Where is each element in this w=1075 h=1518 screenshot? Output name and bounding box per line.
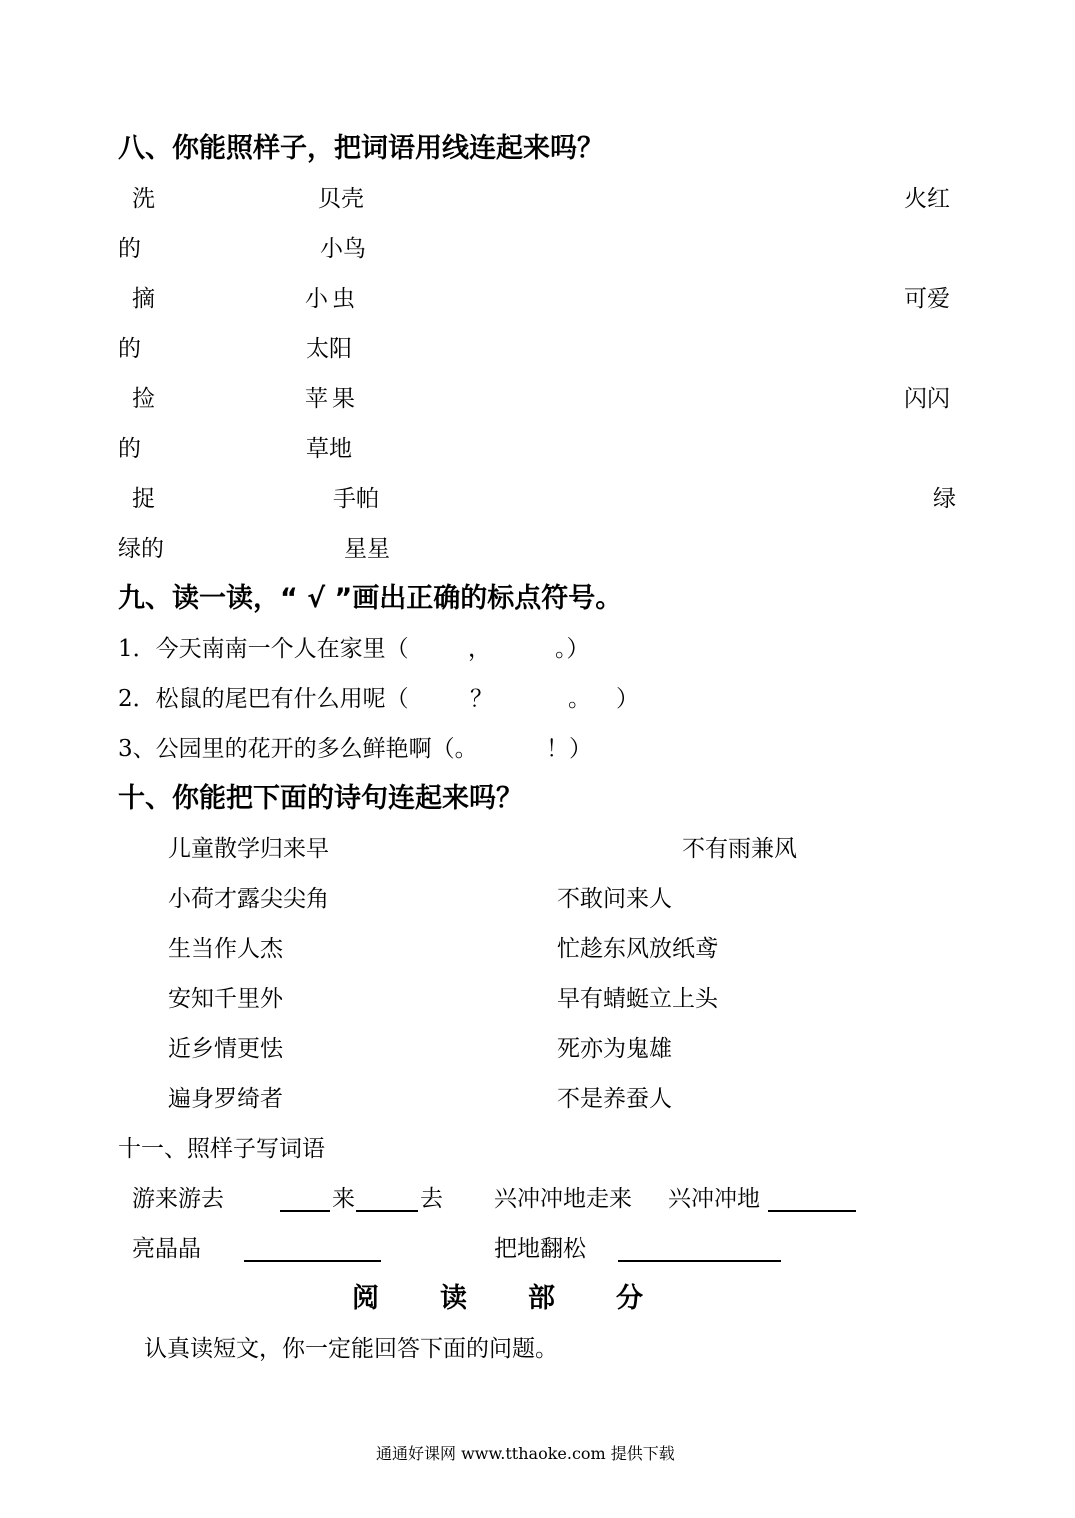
question-2-option-period: 。 bbox=[568, 686, 591, 712]
word-mid-7: 手帕 bbox=[333, 486, 379, 512]
blank-5[interactable] bbox=[618, 1260, 781, 1262]
word-left-3: 摘 bbox=[132, 286, 155, 312]
poem-right-4: 早有蜻蜓立上头 bbox=[557, 986, 718, 1012]
question-2: 2．松鼠的尾巴有什么用呢（ bbox=[118, 686, 409, 712]
poem-left-6: 遍身罗绮者 bbox=[168, 1086, 283, 1112]
word-right-5: 闪闪 bbox=[904, 386, 950, 412]
page-footer: 通通好课网 www.tthaoke.com 提供下载 bbox=[376, 1444, 675, 1463]
word-mid-4: 太阳 bbox=[306, 336, 352, 362]
section-11-title: 十一、照样子写词语 bbox=[118, 1136, 325, 1162]
question-3-option-exclaim: ！） bbox=[546, 736, 592, 762]
word-right-7: 绿 bbox=[933, 486, 956, 512]
reading-title-char-4: 分 bbox=[616, 1283, 643, 1314]
section-10-title: 十、你能把下面的诗句连起来吗？ bbox=[118, 783, 523, 814]
question-1: 1．今天南南一个人在家里（ bbox=[118, 636, 409, 662]
blank-2[interactable] bbox=[356, 1210, 418, 1212]
reading-intro: 认真读短文，你一定能回答下面的问题。 bbox=[144, 1336, 558, 1362]
blank-3[interactable] bbox=[768, 1210, 856, 1212]
word-left-2: 的 bbox=[118, 236, 141, 262]
word-right-3: 可爱 bbox=[904, 286, 950, 312]
poem-right-2: 不敢问来人 bbox=[557, 886, 672, 912]
example-1-qu: 去 bbox=[420, 1186, 443, 1212]
example-4: 把地翻松 bbox=[494, 1236, 586, 1262]
question-1-option-period: 。） bbox=[555, 636, 590, 662]
word-mid-2: 小鸟 bbox=[320, 236, 366, 262]
poem-right-3: 忙趁东风放纸鸢 bbox=[557, 936, 718, 962]
word-left-1: 洗 bbox=[132, 186, 155, 212]
word-mid-3: 小虫 bbox=[305, 286, 359, 312]
word-mid-6: 草地 bbox=[306, 436, 352, 462]
example-1-lai: 来 bbox=[332, 1186, 355, 1212]
poem-right-6: 不是养蚕人 bbox=[557, 1086, 672, 1112]
word-left-4: 的 bbox=[118, 336, 141, 362]
reading-title-char-3: 部 bbox=[528, 1283, 555, 1314]
word-mid-1: 贝壳 bbox=[318, 186, 364, 212]
blank-4[interactable] bbox=[244, 1260, 381, 1262]
poem-left-5: 近乡情更怯 bbox=[168, 1036, 283, 1062]
poem-left-1: 儿童散学归来早 bbox=[168, 836, 329, 862]
example-2: 兴冲冲地走来 bbox=[494, 1186, 632, 1212]
blank-1[interactable] bbox=[280, 1210, 330, 1212]
example-1: 游来游去 bbox=[132, 1186, 224, 1212]
section-8-title: 八、你能照样子，把词语用线连起来吗？ bbox=[118, 133, 604, 164]
word-left-5: 捡 bbox=[132, 386, 155, 412]
reading-title-char-2: 读 bbox=[440, 1283, 467, 1314]
poem-right-1: 不有雨兼风 bbox=[682, 836, 797, 862]
poem-left-3: 生当作人杰 bbox=[168, 936, 283, 962]
word-left-7: 捉 bbox=[132, 486, 155, 512]
question-2-close-paren: ） bbox=[616, 686, 639, 712]
section-9-title: 九、读一读，“ √ ”画出正确的标点符号。 bbox=[118, 583, 623, 614]
word-right-1: 火红 bbox=[904, 186, 950, 212]
poem-left-4: 安知千里外 bbox=[168, 986, 283, 1012]
example-3: 亮晶晶 bbox=[132, 1236, 201, 1262]
word-mid-8: 星星 bbox=[344, 536, 390, 562]
word-mid-5: 苹果 bbox=[305, 386, 359, 412]
question-1-option-comma: ， bbox=[468, 636, 491, 662]
example-2-stem: 兴冲冲地 bbox=[668, 1186, 760, 1212]
reading-title-char-1: 阅 bbox=[352, 1283, 379, 1314]
question-2-option-question: ？ bbox=[470, 686, 493, 712]
poem-left-2: 小荷才露尖尖角 bbox=[168, 886, 329, 912]
question-3: 3、公园里的花开的多么鲜艳啊（。 bbox=[118, 736, 478, 762]
word-left-8: 绿的 bbox=[118, 536, 164, 562]
poem-right-5: 死亦为鬼雄 bbox=[557, 1036, 672, 1062]
word-left-6: 的 bbox=[118, 436, 141, 462]
